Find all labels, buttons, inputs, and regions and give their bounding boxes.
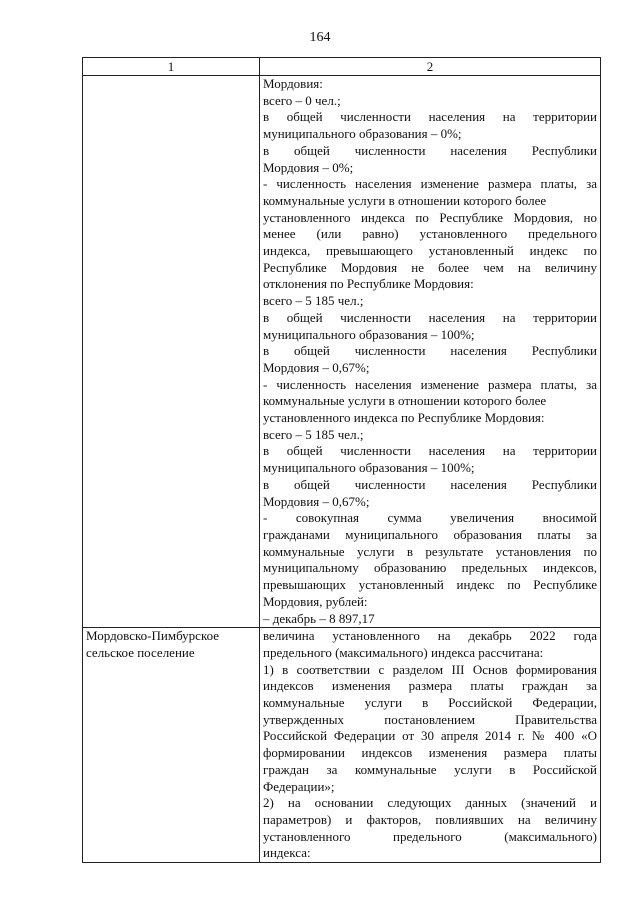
- text-line: Мордовия – 0%;: [263, 159, 354, 175]
- row-1-description-cell: [260, 76, 601, 628]
- text-line: Мордовия, рублей:: [263, 593, 368, 609]
- text-line: установленного предельного (максимального): [263, 828, 597, 844]
- text-line: в общей численности населения Республики: [263, 343, 597, 359]
- text-line: 1) в соответствии с разделом III Основ формирования: [263, 661, 597, 677]
- text-line: утвержденных постановлением Правительства: [263, 711, 597, 727]
- text-line: гражданами муниципального образования платы за: [263, 526, 597, 542]
- text-line: всего – 5 185 чел.;: [263, 426, 364, 442]
- text-line: муниципального образования – 100%;: [263, 460, 475, 476]
- column-header-1: 1: [83, 58, 260, 76]
- text-line: Республике Мордовия не более чем на величину: [263, 259, 597, 275]
- row-2-description-cell: [260, 628, 601, 863]
- table-header-row: [83, 58, 601, 76]
- text-line: муниципального образования – 0%;: [263, 126, 462, 142]
- text-line: менее (или равно) установленного предельного: [263, 226, 597, 242]
- text-line: всего – 0 чел.;: [263, 92, 341, 108]
- text-line: в общей численности населения на территории: [263, 309, 597, 325]
- text-line: индекса, превышающего установленный индекс по: [263, 243, 597, 259]
- text-line: граждан за коммунальные услуги в Российской: [263, 761, 597, 777]
- text-line: формировании индексов изменения размера платы: [263, 745, 597, 761]
- text-line: коммунальные услуги в отношении которого более: [263, 192, 547, 208]
- row-2-territory-cell: [83, 628, 260, 863]
- table-row: [83, 628, 601, 863]
- text-line: индекса:: [263, 845, 311, 861]
- text-line: Российской Федерации от 30 апреля 2014 г. № 400 «О: [263, 728, 597, 744]
- row-1-territory-cell: [83, 76, 260, 628]
- text-line: предельного (максимального) индекса рассчитана:: [263, 644, 544, 660]
- text-line: коммунальные услуги в отношении которого более: [263, 393, 547, 409]
- territory-name-line: сельское поселение: [86, 644, 195, 660]
- text-line: – декабрь – 8 897,17: [263, 610, 375, 626]
- document-table: [82, 57, 601, 863]
- table-row: [83, 76, 601, 628]
- text-line: параметров) и факторов, повлиявших на величину: [263, 811, 597, 827]
- text-line: Мордовия:: [263, 76, 323, 91]
- territory-name-line: Мордовско-Пимбурское: [86, 628, 220, 644]
- text-line: - совокупная сумма увеличения вносимой: [263, 510, 597, 526]
- text-line: в общей численности населения на территории: [263, 109, 597, 125]
- text-line: коммунальные услуги в результате установления по: [263, 543, 597, 559]
- text-line: 2) на основании следующих данных (значений и: [263, 795, 597, 811]
- text-line: индексов изменения размера платы граждан за: [263, 678, 597, 694]
- column-header-2: 2: [260, 58, 601, 76]
- text-line: превышающих установленный индекс по Республике: [263, 577, 597, 593]
- text-line: Мордовия – 0,67%;: [263, 493, 370, 509]
- text-line: установленного индекса по Республике Мордовия:: [263, 410, 545, 426]
- text-line: отклонения по Республике Мордовия:: [263, 276, 474, 292]
- text-line: коммунальные услуги в Российской Федерации,: [263, 695, 597, 711]
- text-line: в общей численности населения Республики: [263, 476, 597, 492]
- text-line: - численность населения изменение размера платы, за: [263, 376, 597, 392]
- text-line: Федерации»;: [263, 778, 335, 794]
- text-line: Мордовия – 0,67%;: [263, 359, 370, 375]
- text-line: в общей численности населения на территории: [263, 443, 597, 459]
- text-line: установленного индекса по Республике Мордовия, но: [263, 209, 597, 225]
- text-line: муниципальному образованию предельных индексов,: [263, 560, 597, 576]
- text-line: величина установленного на декабрь 2022 года: [263, 628, 597, 644]
- text-line: муниципального образования – 100%;: [263, 326, 475, 342]
- text-line: - численность населения изменение размера платы, за: [263, 176, 597, 192]
- page-number: 164: [309, 30, 331, 45]
- text-line: в общей численности населения Республики: [263, 142, 597, 158]
- text-line: всего – 5 185 чел.;: [263, 293, 364, 309]
